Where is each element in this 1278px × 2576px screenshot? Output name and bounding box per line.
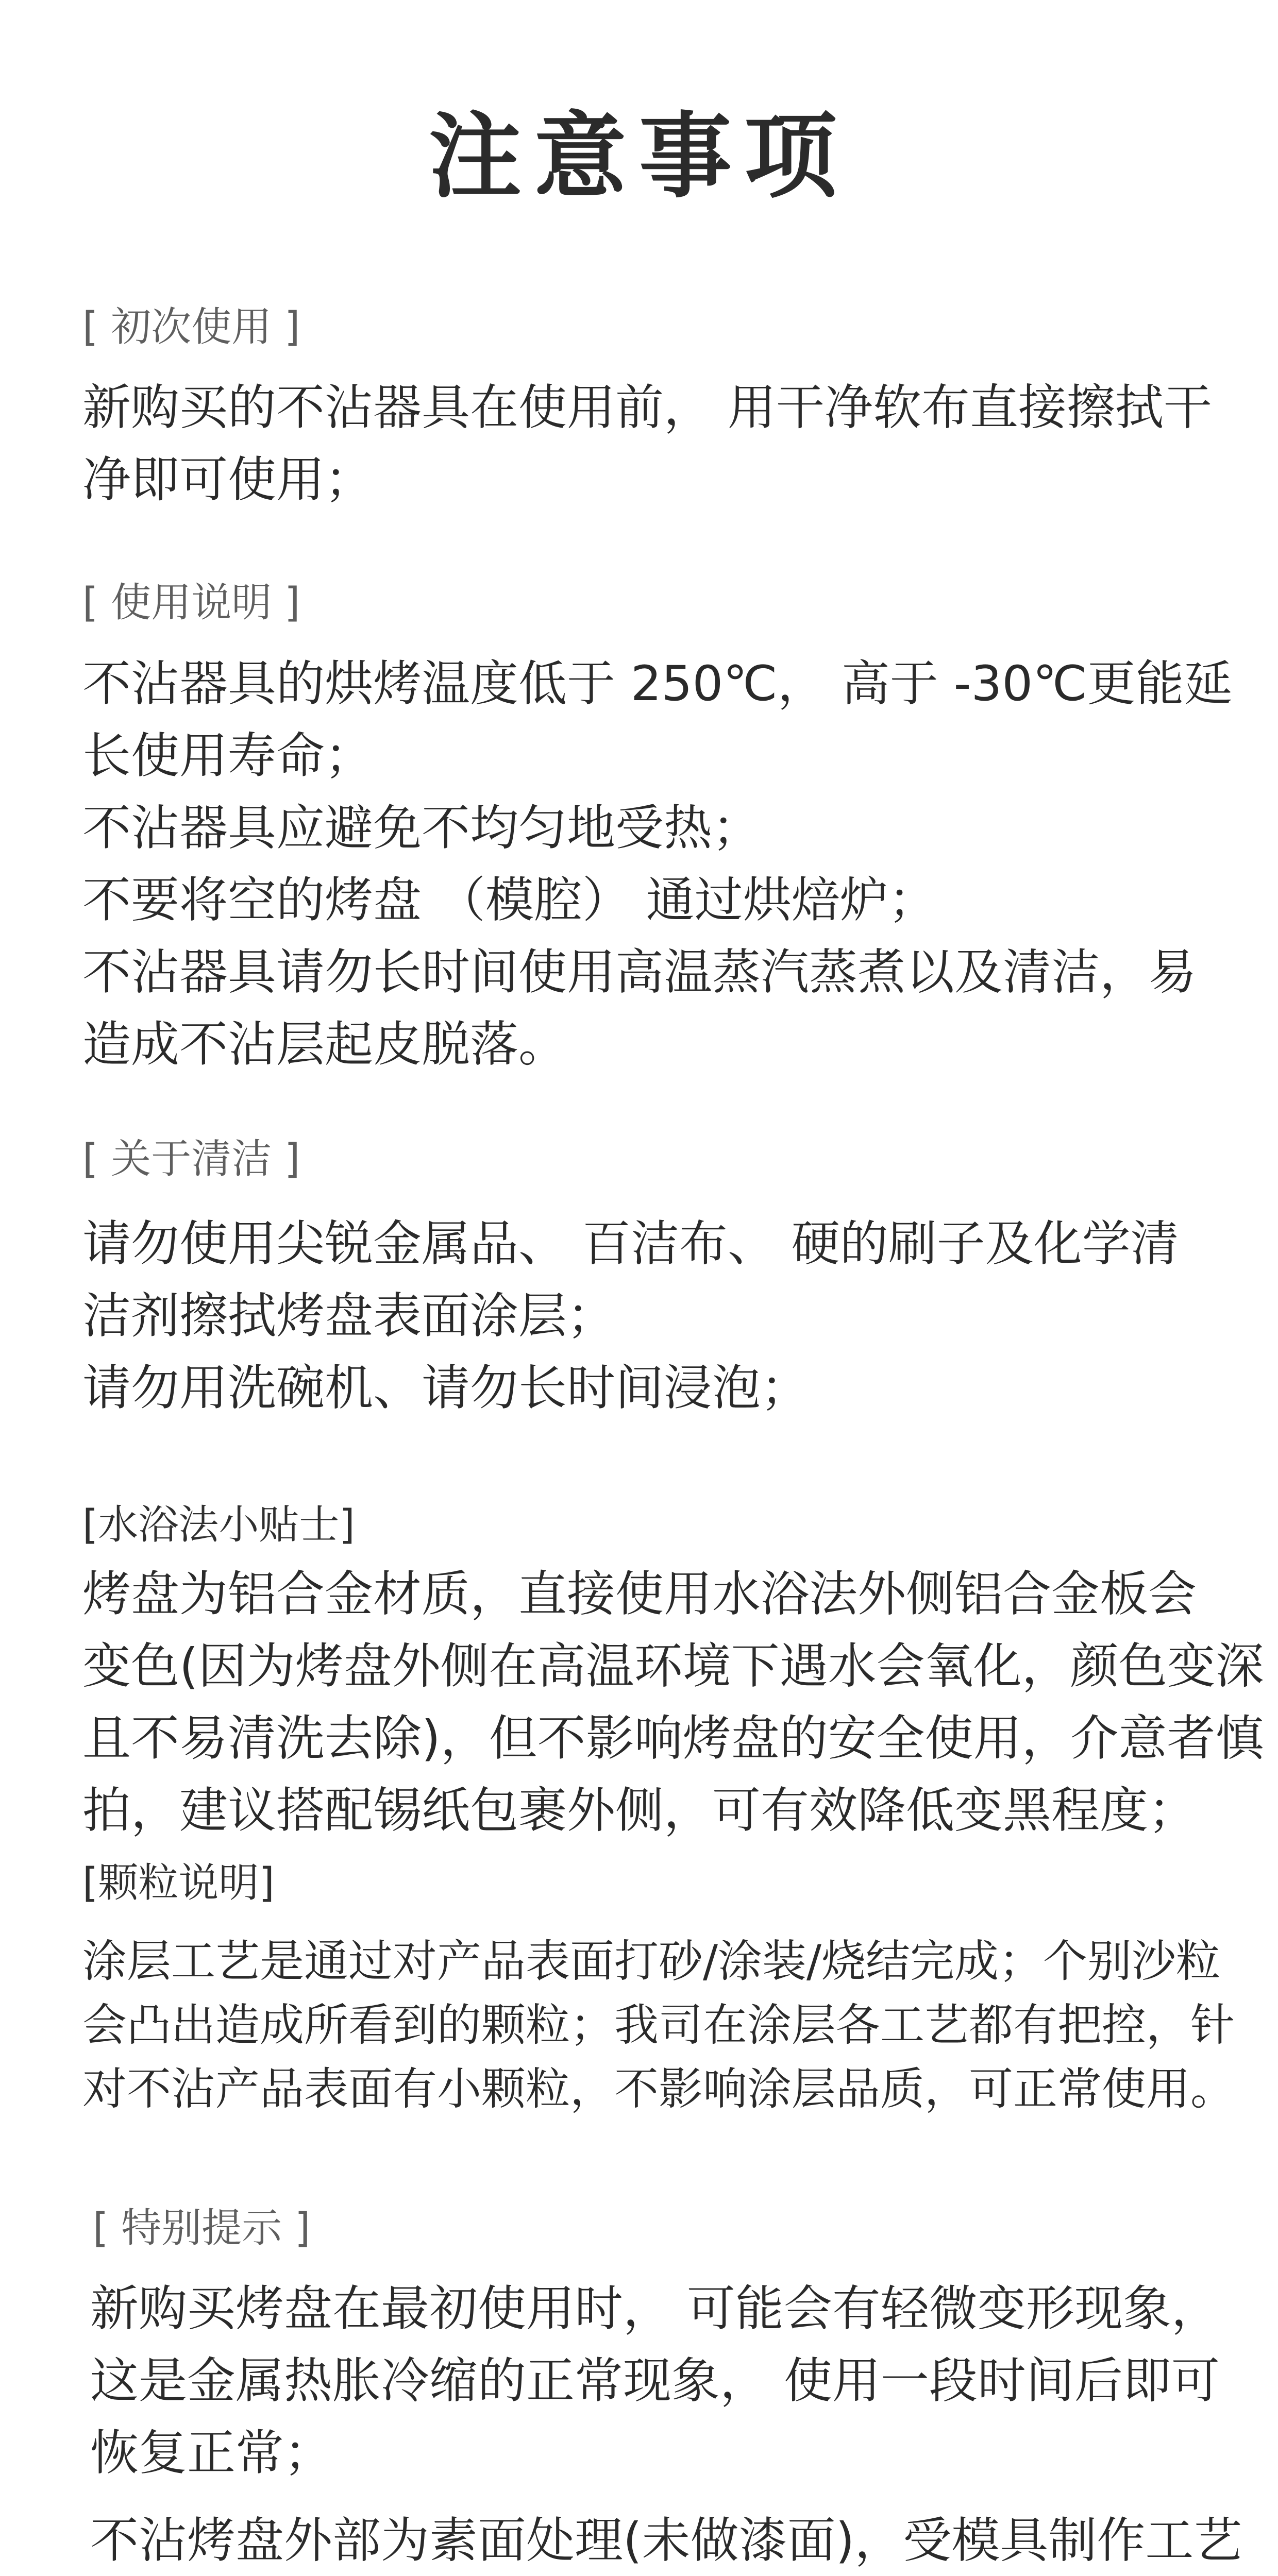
text-line: 变色(因为烤盘外侧在高温环境下遇水会氧化，颜色变深 — [82, 1638, 1264, 1694]
text-line: 不沾烤盘外部为素面处理(未做漆面)，受模具制作工艺 — [90, 2513, 1242, 2569]
text-line: 不要将空的烤盘 （模腔） 通过烘焙炉； — [82, 872, 937, 928]
section-body-first-use — [82, 372, 1216, 516]
text-line: 这是金属热胀冷缩的正常现象， 使用一段时间后即可 — [90, 2353, 1220, 2409]
section-body-particles — [82, 1929, 1235, 2121]
section-heading-first-use: [ 初次使用 ] — [82, 304, 300, 350]
section-body-water-bath — [82, 1558, 1264, 1847]
section-heading-cleaning: [ 关于清洁 ] — [82, 1136, 300, 1182]
text-line: 烤盘为铝合金材质，直接使用水浴法外侧铝合金板会 — [82, 1566, 1197, 1622]
section-heading-water-bath: [水浴法小贴士] — [82, 1502, 355, 1548]
text-line: 洁剂擦拭烤盘表面涂层； — [82, 1288, 616, 1344]
text-line: 新购买烤盘在最初使用时， 可能会有轻微变形现象， — [90, 2281, 1220, 2337]
text-line: 不沾器具请勿长时间使用高温蒸汽蒸煮以及清洁，易 — [82, 944, 1197, 1001]
text-line: 长使用寿命； — [82, 728, 374, 784]
section-heading-special-note: [ 特别提示 ] — [93, 2205, 311, 2251]
text-line: 恢复正常； — [90, 2425, 333, 2481]
text-line: 请勿使用尖锐金属品、 百洁布、 硬的刷子及化学清 — [82, 1216, 1179, 1272]
text-line: 且不易清洗去除)，但不影响烤盘的安全使用，介意者慎 — [82, 1710, 1264, 1767]
section-body-usage — [82, 648, 1233, 1081]
text-line: 拍，建议搭配锡纸包裹外侧，可有效降低变黑程度； — [82, 1783, 1197, 1839]
page-title: 注意事项 — [428, 103, 849, 211]
section-body-special-note — [90, 2273, 1242, 2576]
text-line: 不沾器具的烘烤温度低于 250℃， 高于 -30℃更能延 — [82, 656, 1233, 712]
text-line: 新购买的不沾器具在使用前， 用干净软布直接擦拭干 — [82, 380, 1212, 436]
text-line: 净即可使用； — [82, 452, 374, 508]
section-heading-usage: [ 使用说明 ] — [82, 580, 300, 626]
text-line: 对不沾产品表面有小颗粒，不影响涂层品质，可正常使用。 — [82, 2063, 1235, 2115]
section-body-cleaning — [82, 1208, 1216, 1425]
text-line: 不沾器具应避免不均匀地受热； — [82, 800, 761, 856]
text-line: 造成不沾层起皮脱落。 — [82, 1016, 567, 1073]
text-line: 会凸出造成所看到的颗粒；我司在涂层各工艺都有把控，针 — [82, 1999, 1235, 2051]
section-heading-particles: [颗粒说明] — [82, 1860, 275, 1906]
text-line: 请勿用洗碗机、请勿长时间浸泡； — [82, 1360, 810, 1416]
text-line: 涂层工艺是通过对产品表面打砂/涂装/烧结完成；个别沙粒 — [82, 1936, 1220, 1987]
